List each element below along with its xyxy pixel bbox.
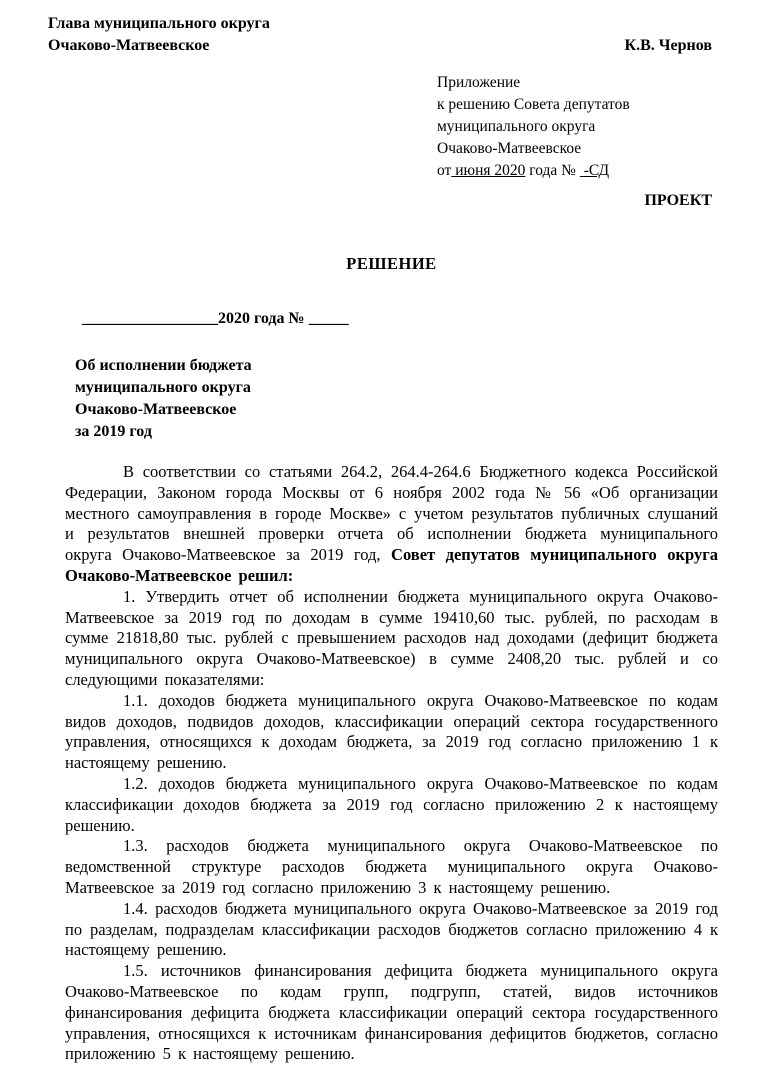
intro-paragraph [65, 462, 718, 587]
subject-line: муниципального округа [75, 379, 251, 396]
item-paragraph-1-5: 1.5. источников финансирования дефицита бюджета муниципального округа Очаково-Матвеевское по кодам групп, подгрупп, статей, видов источников финансирования дефицита бюджета классификации операций сектора государственного управления, относящихся к источникам финансирования дефицитов бюджетов, согласно приложению 5 к настоящему решению. [65, 961, 718, 1064]
subject-block [75, 355, 763, 443]
appendix-line: к решению Совета депутатов [437, 96, 630, 113]
appendix-line: Приложение [437, 74, 521, 91]
issuer-line2: Очаково-Матвеевское [48, 37, 210, 54]
subject-line: Очаково-Матвеевское [75, 401, 237, 418]
draft-label: ПРОЕКТ [644, 192, 712, 209]
intro-resolution-bold: Совет депутатов муниципального округа Очаково-Матвеевское решил: [65, 545, 718, 585]
signatory-name: К.В. Чернов [624, 37, 712, 54]
subject-line: за 2019 год [75, 423, 152, 440]
date-middle: года № [525, 162, 580, 179]
appendix-block [437, 72, 763, 182]
issuer-block [48, 13, 270, 57]
appendix-line: муниципального округа [437, 118, 596, 135]
appendix-date-line [437, 160, 763, 182]
date-prefix: от [437, 162, 452, 179]
appendix-line: Очаково-Матвеевское [437, 140, 582, 157]
item-paragraph-1-3: 1.3. расходов бюджета муниципального округа Очаково-Матвеевское по ведомственной структуре расходов бюджета муниципального округа Очаково-Матвеевское за 2019 год согласно приложению 3 к настоящему решению. [65, 836, 718, 897]
item-paragraph-1-4: 1.4. расходов бюджета муниципального округа Очаково-Матвеевское за 2019 год по разделам, подразделам классификации расходов бюджетов согласно приложению 4 к настоящему решению. [65, 898, 718, 960]
issuer-line1: Глава муниципального округа [48, 15, 270, 32]
item-paragraph-1-2: 1.2. доходов бюджета муниципального округа Очаково-Матвеевское по кодам классификации доходов бюджета за 2019 год согласно приложению 2 к настоящему решению. [65, 773, 718, 835]
subject-line: Об исполнении бюджета [75, 357, 252, 374]
document-body [65, 462, 718, 1065]
decision-date-line: _________________2020 года № _____ [82, 310, 349, 327]
item-paragraph-1-1: 1.1. доходов бюджета муниципального округа Очаково-Матвеевское по кодам видов доходов, подвидов доходов, классификации операций сектора государственного управления, относящихся к доходам бюджета, за 2019 год согласно приложению 1 к настоящему решению. [65, 690, 718, 773]
document-header [0, 0, 763, 57]
number-blank-underlined: -СД [579, 162, 610, 179]
date-blank-underlined: июня 2020 [451, 162, 526, 179]
intro-text: В соответствии со статьями 264.2, 264.4-264.6 Бюджетного кодекса Российской Федерации, Законом города Москвы от 6 ноября 2002 года № 56 «Об организации местного самоуправления в городе Москве» с учетом результатов публичных слушаний и результатов внешней проверки отчета об исполнении бюджета муниципального округа Очаково-Матвеевское за 2019 год, [65, 462, 718, 565]
document-title: РЕШЕНИЕ [346, 254, 437, 273]
item-paragraph-1: 1. Утвердить отчет об исполнении бюджета муниципального округа Очаково-Матвеевское за 2019 год по доходам в сумме 19410,60 тыс. рублей, по расходам в сумме 21818,80 тыс. рублей с превышением расходов над доходами (дефицит бюджета муниципального округа Очаково-Матвеевское) в сумме 2408,20 тыс. рублей и со следующими показателями: [65, 586, 718, 689]
